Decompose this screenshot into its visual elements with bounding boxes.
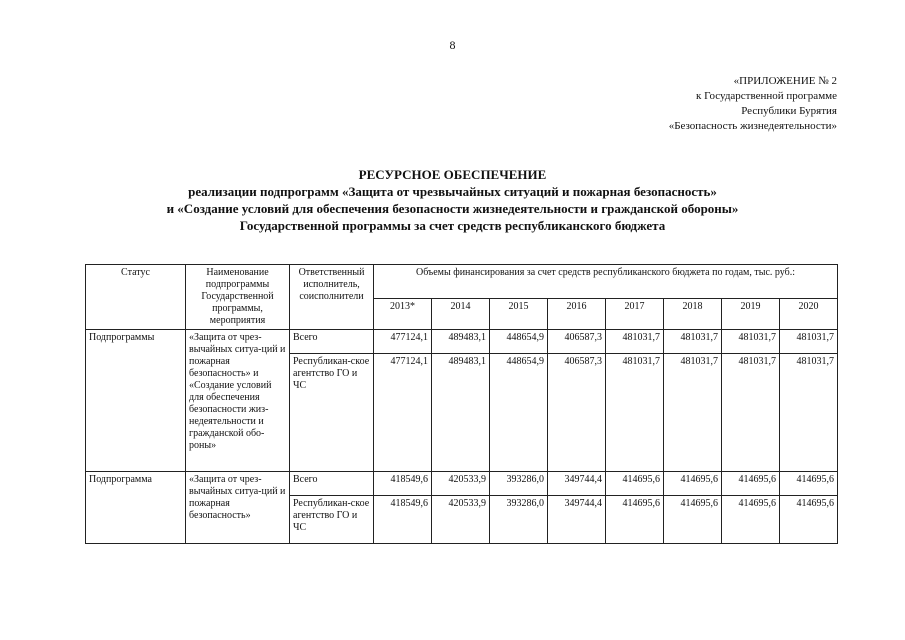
header-name: Наименование подпрограммы Государственной программы, мероприятия	[186, 265, 290, 330]
value-cell: 393286,0	[490, 472, 548, 496]
value-cell: 418549,6	[374, 496, 432, 544]
header-year: 2016	[548, 299, 606, 330]
header-status: Статус	[86, 265, 186, 330]
value-cell: 481031,7	[664, 354, 722, 472]
value-cell: 406587,3	[548, 354, 606, 472]
value-cell: 414695,6	[664, 472, 722, 496]
document-title	[0, 166, 905, 234]
value-cell: 414695,6	[664, 496, 722, 544]
appendix-line: «ПРИЛОЖЕНИЕ № 2	[733, 75, 837, 87]
value-cell: 414695,6	[722, 496, 780, 544]
title-line: Государственной программы за счет средств республиканского бюджета	[239, 218, 666, 233]
value-cell: 393286,0	[490, 496, 548, 544]
value-cell: 481031,7	[606, 330, 664, 354]
value-cell: 481031,7	[780, 330, 838, 354]
table-row	[86, 330, 838, 354]
executor-cell: Всего	[290, 330, 374, 354]
value-cell: 481031,7	[664, 330, 722, 354]
value-cell: 420533,9	[432, 496, 490, 544]
header-executor: Ответственный исполнитель, соисполнители	[290, 265, 374, 330]
value-cell: 489483,1	[432, 354, 490, 472]
header-year: 2018	[664, 299, 722, 330]
status-cell: Подпрограммы	[86, 330, 186, 472]
header-year: 2017	[606, 299, 664, 330]
executor-cell: Республикан-ское агентство ГО и ЧС	[290, 354, 374, 472]
value-cell: 477124,1	[374, 354, 432, 472]
header-volumes: Объемы финансирования за счет средств республиканского бюджета по годам, тыс. руб.:	[374, 265, 838, 299]
value-cell: 481031,7	[722, 354, 780, 472]
value-cell: 406587,3	[548, 330, 606, 354]
value-cell: 414695,6	[606, 496, 664, 544]
value-cell: 414695,6	[780, 472, 838, 496]
status-cell: Подпрограмма	[86, 472, 186, 544]
value-cell: 414695,6	[722, 472, 780, 496]
executor-cell: Всего	[290, 472, 374, 496]
value-cell: 349744,4	[548, 472, 606, 496]
value-cell: 448654,9	[490, 354, 548, 472]
value-cell: 414695,6	[606, 472, 664, 496]
subprogram-name-cell: «Защита от чрез-вычайных ситуа-ций и пожарная безопасность»	[186, 472, 290, 544]
table-row	[86, 472, 838, 496]
value-cell: 418549,6	[374, 472, 432, 496]
header-year: 2015	[490, 299, 548, 330]
value-cell: 349744,4	[548, 496, 606, 544]
value-cell: 477124,1	[374, 330, 432, 354]
value-cell: 481031,7	[722, 330, 780, 354]
header-year: 2019	[722, 299, 780, 330]
subprogram-name-cell: «Защита от чрез-вычайных ситуа-ций и пожарная безопасность» и «Создание условий для обеспечения безопасности жиз-недеятельности и гражданской обо-роны»	[186, 330, 290, 472]
value-cell: 481031,7	[606, 354, 664, 472]
value-cell: 414695,6	[780, 496, 838, 544]
title-line: РЕСУРСНОЕ ОБЕСПЕЧЕНИЕ	[358, 167, 547, 182]
page-number: 8	[449, 38, 456, 52]
executor-cell: Республикан-ское агентство ГО и ЧС	[290, 496, 374, 544]
title-line: реализации подпрограмм «Защита от чрезвычайных ситуаций и пожарная безопасность»	[188, 184, 717, 199]
value-cell: 489483,1	[432, 330, 490, 354]
value-cell: 420533,9	[432, 472, 490, 496]
table-header-row	[86, 265, 838, 299]
appendix-line: к Государственной программе	[696, 90, 837, 102]
value-cell: 448654,9	[490, 330, 548, 354]
header-year: 2014	[432, 299, 490, 330]
appendix-line: «Безопасность жизнедеятельности»	[668, 120, 837, 132]
title-line: и «Создание условий для обеспечения безопасности жизнедеятельности и гражданской обороны»	[166, 201, 739, 216]
header-year: 2013*	[374, 299, 432, 330]
header-year: 2020	[780, 299, 838, 330]
financing-table	[85, 264, 838, 544]
value-cell: 481031,7	[780, 354, 838, 472]
appendix-block	[669, 74, 837, 134]
appendix-line: Республики Бурятия	[741, 105, 837, 117]
